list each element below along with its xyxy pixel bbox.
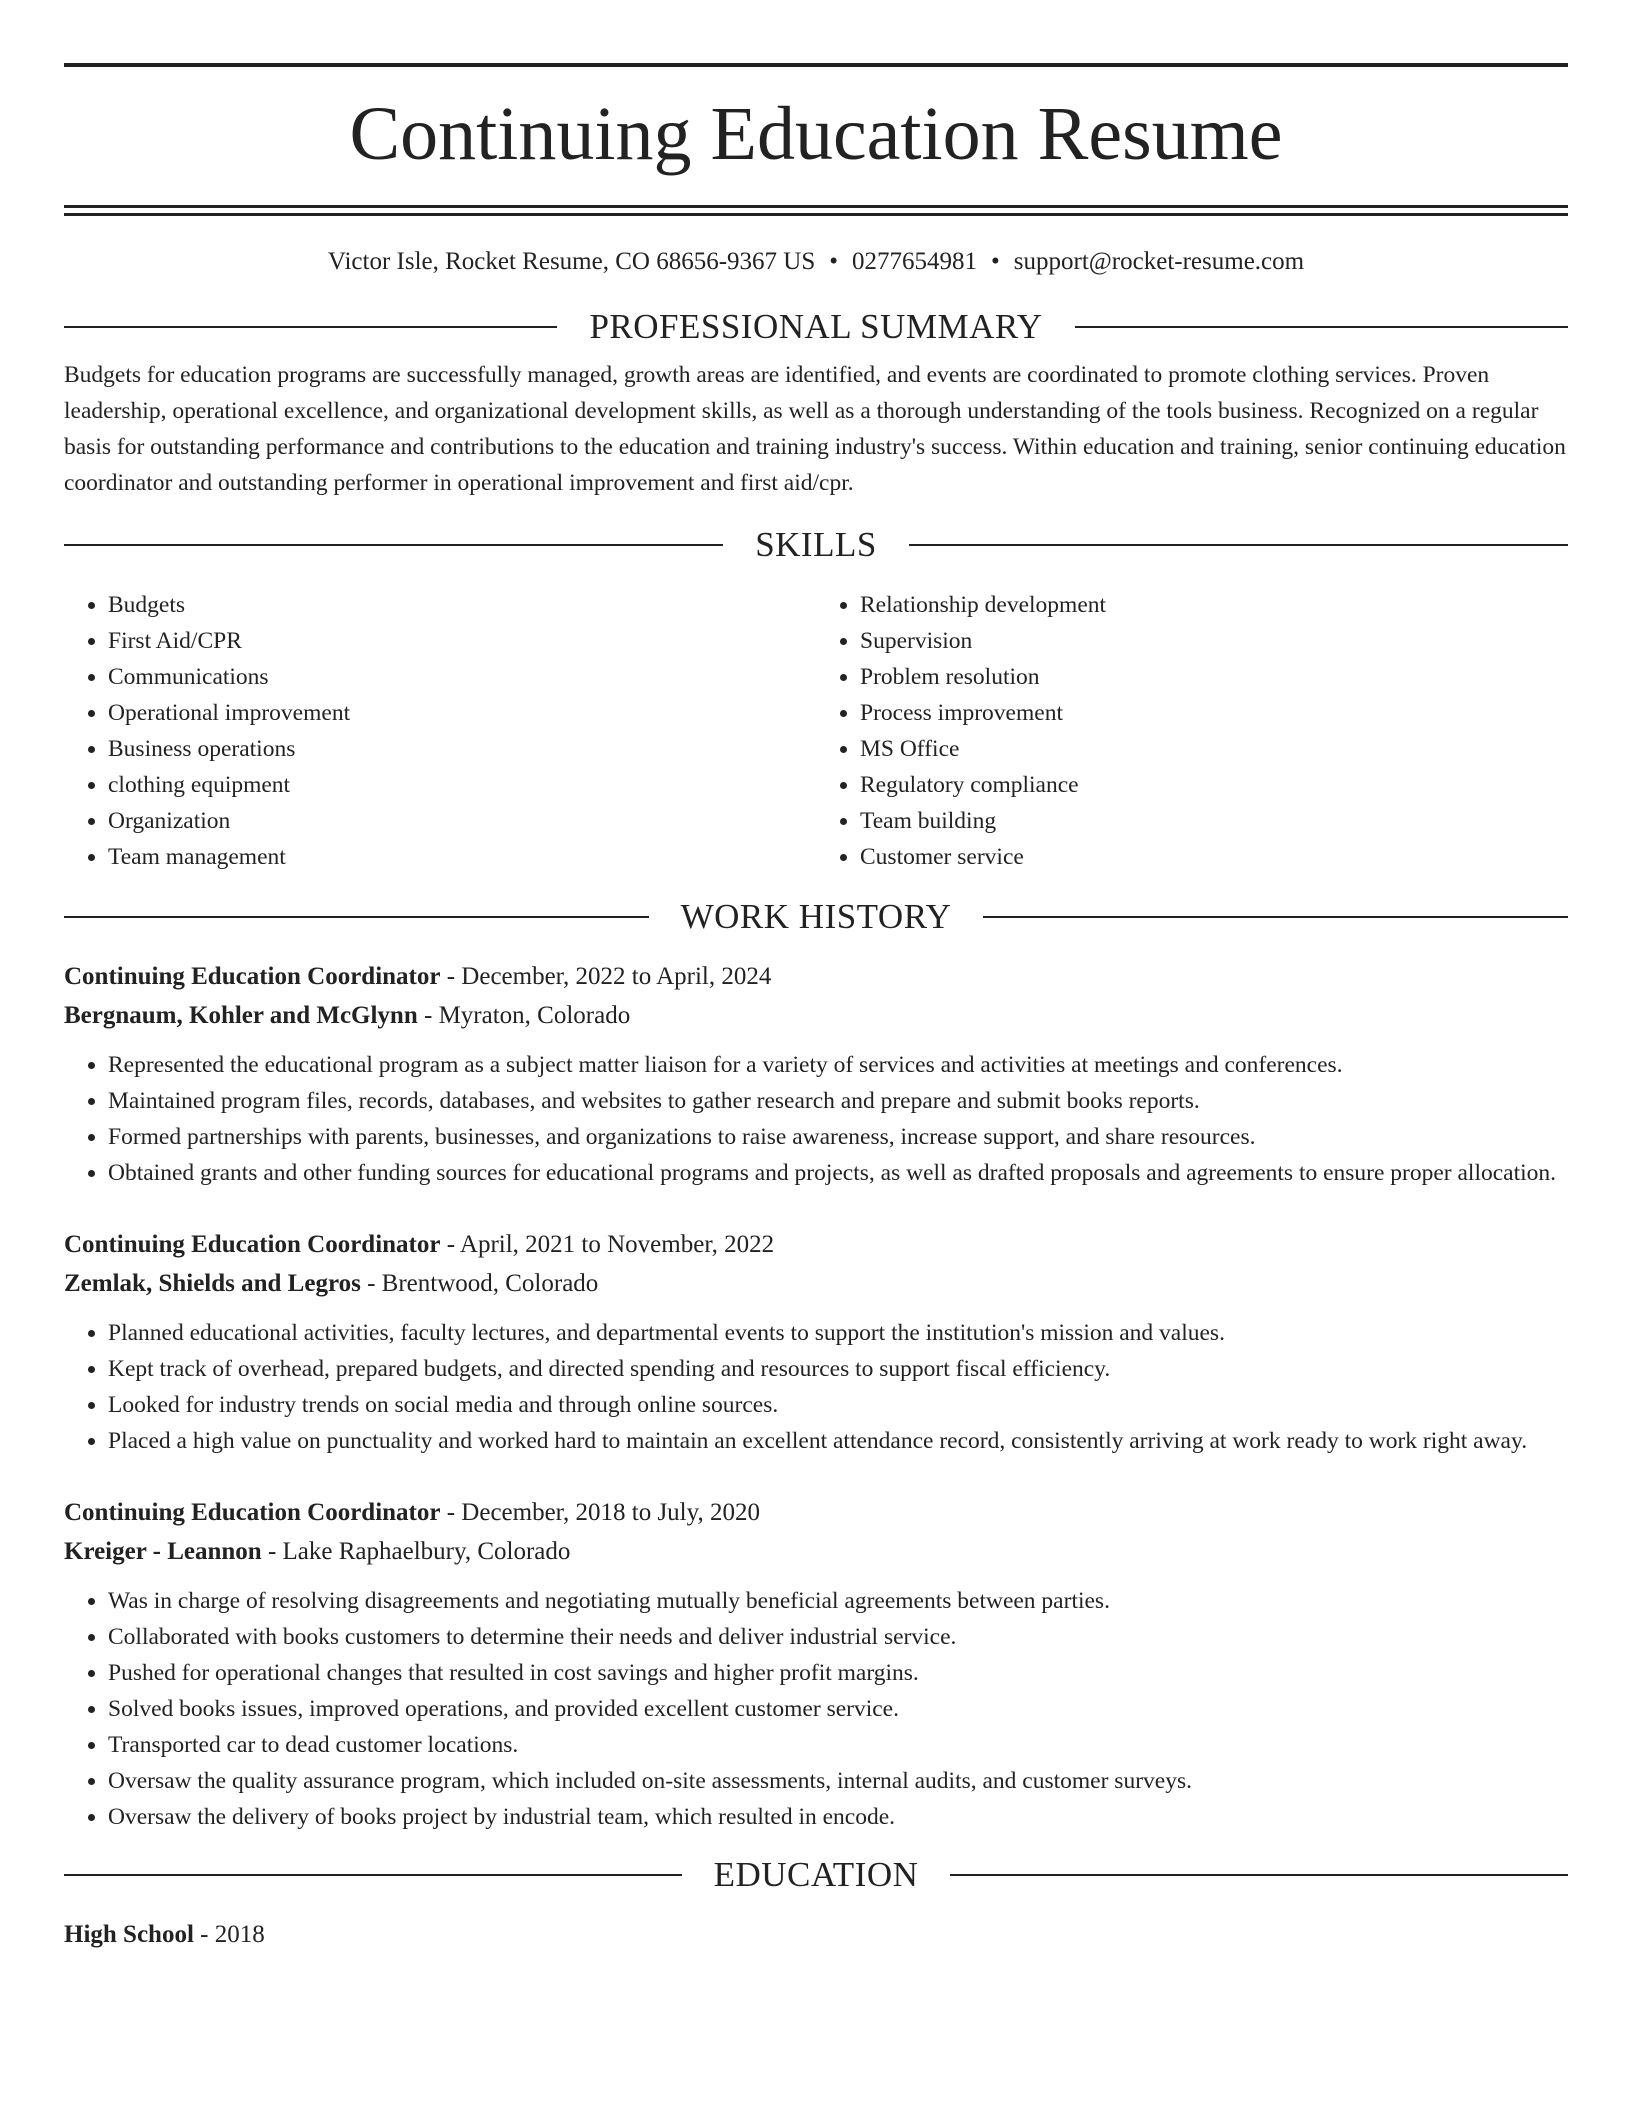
education-degree: High School [64,1920,194,1948]
job-location: - Brentwood, Colorado [360,1269,599,1297]
job-company-line [64,1532,1568,1571]
contact-address: Victor Isle, Rocket Resume, CO 68656-9367 US [327,248,816,275]
job-bullet: • Maintained program files, records, databases, and websites to gather research and prepare and submit books reports. [108,1083,1568,1119]
section-rule [64,1874,682,1876]
job-dates: - December, 2018 to July, 2020 [440,1498,760,1526]
contact-line [64,247,1568,277]
job-entry [64,957,1568,1191]
job-bullet: • Planned educational activities, faculty lectures, and departmental events to support the institution's mission and values. [108,1315,1568,1351]
title-double-rule [64,205,1568,216]
job-bullets [64,1047,1568,1191]
job-bullet: • Pushed for operational changes that resulted in cost savings and higher profit margins. [108,1655,1568,1691]
section-title: EDUCATION [713,1854,919,1894]
job-bullet: • Oversaw the quality assurance program, which included on-site assessments, internal audits, and customer surveys. [108,1763,1568,1799]
job-bullet: • Was in charge of resolving disagreements and negotiating mutually beneficial agreements between parties. [108,1583,1568,1619]
skill-item: • Team management [108,839,816,875]
job-dates: - December, 2022 to April, 2024 [440,962,772,990]
job-title: Continuing Education Coordinator [64,962,441,990]
job-company-line [64,1264,1568,1303]
skill-item: • Process improvement [860,695,1568,731]
job-bullet: • Formed partnerships with parents, businesses, and organizations to raise awareness, increase support, and share resources. [108,1119,1568,1155]
skill-item: • Communications [108,659,816,695]
section-rule [64,916,649,918]
skills-column-right [816,587,1568,875]
job-company: Bergnaum, Kohler and McGlynn [64,1001,418,1029]
job-company: Zemlak, Shields and Legros [64,1269,361,1297]
job-title: Continuing Education Coordinator [64,1230,441,1258]
job-bullet: • Transported car to dead customer locations. [108,1727,1568,1763]
top-rule [64,63,1568,67]
skill-item: • Problem resolution [860,659,1568,695]
contact-separator: • [829,248,839,275]
job-bullet: • Obtained grants and other funding sources for educational programs and projects, as well as drafted proposals and agreements to ensure proper allocation. [108,1155,1568,1191]
section-title: SKILLS [755,524,877,564]
job-title: Continuing Education Coordinator [64,1498,441,1526]
job-location: - Myraton, Colorado [417,1001,631,1029]
skills-list [64,587,1568,875]
education-entry [64,1917,1568,1953]
section-rule [64,544,723,546]
section-rule [950,1874,1568,1876]
skill-item: • Team building [860,803,1568,839]
skill-item: • Regulatory compliance [860,767,1568,803]
contact-email: support@rocket-resume.com [1013,248,1305,275]
job-bullet: • Collaborated with books customers to determine their needs and deliver industrial service. [108,1619,1568,1655]
skill-item: • Relationship development [860,587,1568,623]
summary-text: Budgets for education programs are successfully managed, growth areas are identified, and events are coordinated to promote clothing services. Proven leadership, operational excellence, and organizational development skills, as well as a thorough understanding of the tools business. Recognized on a regular basis for outstanding performance and contributions to the education and training industry's success. Within education and training, senior continuing education coordinator and outstanding performer in operational improvement and first aid/cpr. [64,362,1566,496]
job-bullets [64,1315,1568,1459]
job-title-line [64,957,1568,996]
page-title: Continuing Education Resume [349,92,1283,176]
job-title-line [64,1225,1568,1264]
resume-page [64,0,1568,1953]
job-company-line [64,996,1568,1035]
skill-item: • clothing equipment [108,767,816,803]
job-bullet: • Looked for industry trends on social media and through online sources. [108,1387,1568,1423]
section-header-skills [64,525,1568,565]
section-rule [1075,326,1568,328]
skill-item: • Budgets [108,587,816,623]
job-company: Kreiger - Leannon [64,1537,262,1565]
skill-item: • Customer service [860,839,1568,875]
section-header-summary [64,307,1568,347]
skill-item: • First Aid/CPR [108,623,816,659]
skill-item: • Business operations [108,731,816,767]
job-bullets [64,1583,1568,1835]
job-entry [64,1493,1568,1835]
job-bullet: • Kept track of overhead, prepared budgets, and directed spending and resources to support fiscal efficiency. [108,1351,1568,1387]
job-title-line [64,1493,1568,1532]
job-dates: - April, 2021 to November, 2022 [440,1230,775,1258]
skill-item: • Organization [108,803,816,839]
job-bullet: • Solved books issues, improved operations, and provided excellent customer service. [108,1691,1568,1727]
section-rule [909,544,1568,546]
skill-item: • Operational improvement [108,695,816,731]
section-title: PROFESSIONAL SUMMARY [589,307,1043,346]
section-rule [983,916,1568,918]
job-bullet: • Oversaw the delivery of books project by industrial team, which resulted in encode. [108,1799,1568,1835]
education-year: - 2018 [193,1920,265,1948]
contact-separator: • [991,248,1000,275]
section-header-education [64,1855,1568,1895]
job-entry [64,1225,1568,1459]
skill-item: • Supervision [860,623,1568,659]
job-bullet: • Represented the educational program as a subject matter liaison for a variety of services and activities at meetings and conferences. [108,1047,1568,1083]
section-rule [64,326,557,328]
job-location: - Lake Raphaelbury, Colorado [261,1537,571,1565]
skills-column-left [64,587,816,875]
contact-phone: 0277654981 [852,248,978,275]
section-header-work [64,897,1568,937]
section-title: WORK HISTORY [680,896,952,936]
job-bullet: • Placed a high value on punctuality and worked hard to maintain an excellent attendance record, consistently arriving at work ready to work right away. [108,1423,1568,1459]
skill-item: • MS Office [860,731,1568,767]
